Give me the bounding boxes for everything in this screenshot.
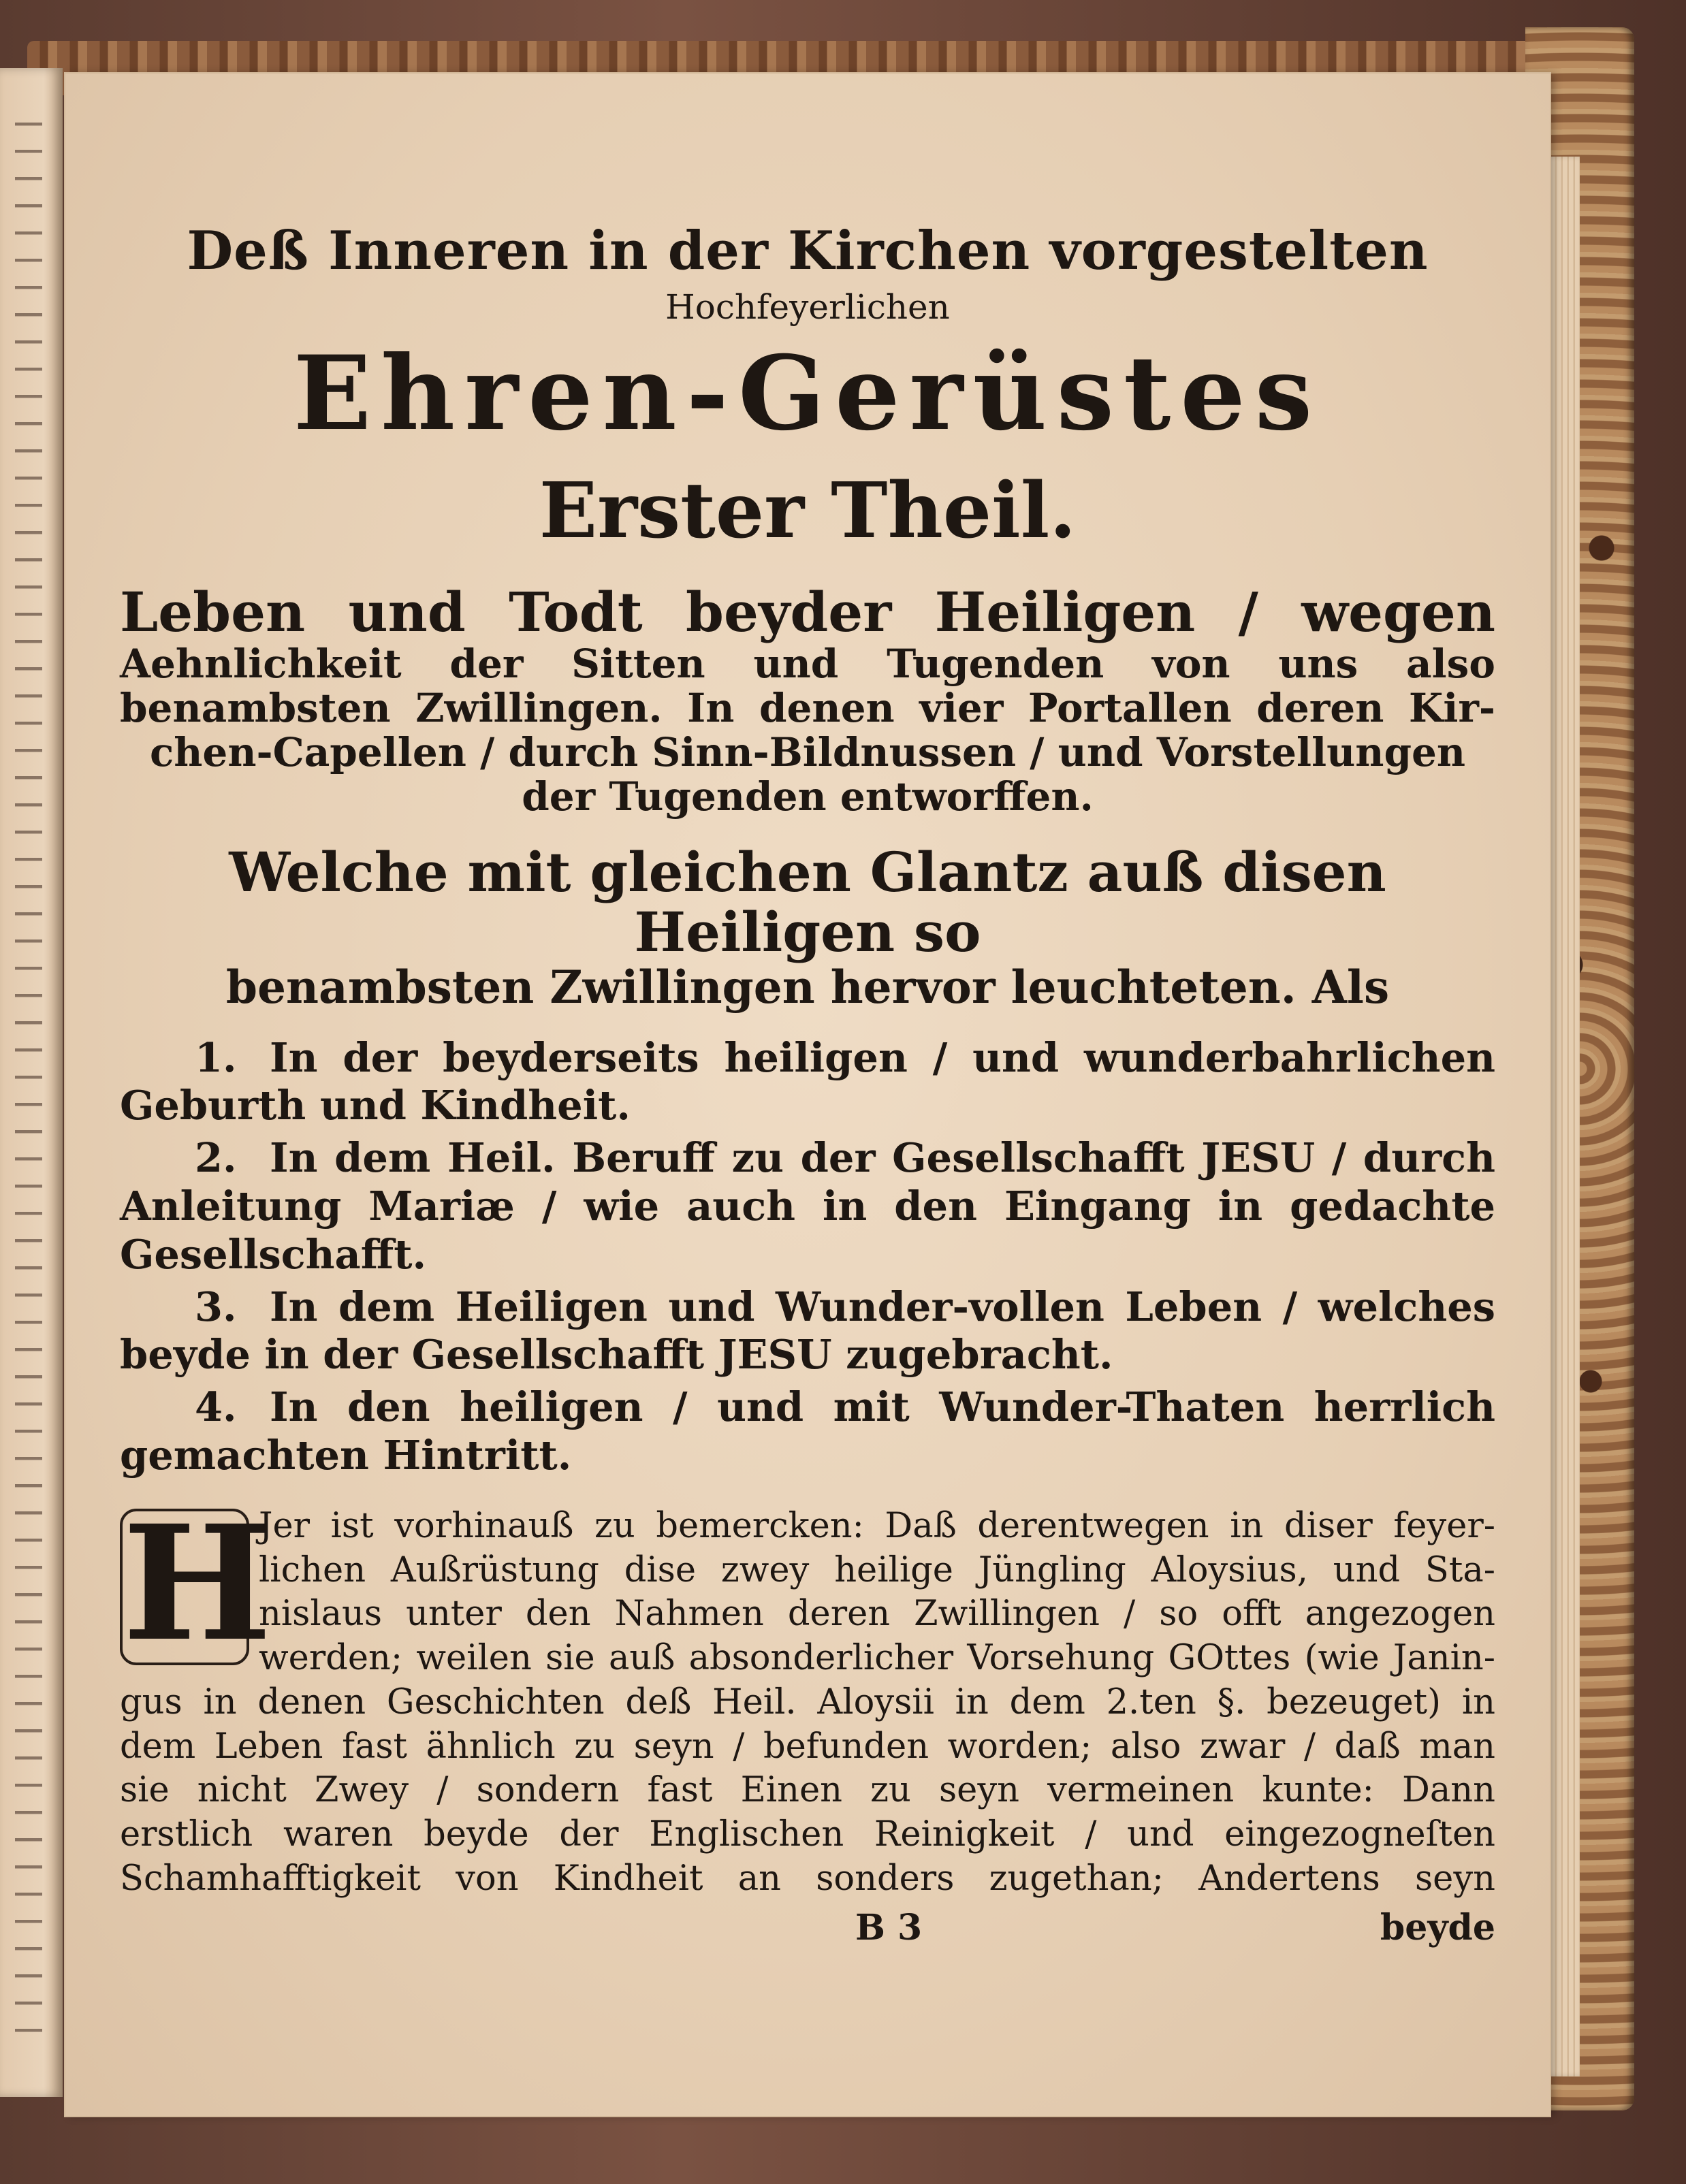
numbered-list xyxy=(120,1034,1495,1480)
body-line: dem Leben fast ähnlich zu seyn / befunden worden; also zwar / daß man xyxy=(120,1726,1495,1767)
left-page-bleedthrough xyxy=(15,123,42,2042)
list-item-text: In dem Heiligen und Wunder-vollen Leben / welches beyde in der Gesellschafft JESU zugebracht. xyxy=(120,1283,1495,1379)
body-line: werden; weilen sie auß absonderlicher Vorsehung GOttes (wie Janin- xyxy=(259,1638,1495,1679)
book-page xyxy=(65,74,1550,2116)
body-line: lichen Außrüstung dise zwey heilige Jüngling Aloysius, und Sta- xyxy=(259,1549,1495,1590)
catchword: beyde xyxy=(1380,1906,1495,1948)
body-line: Jer ist vorhinauß zu bemercken: Daß derentwegen in diser feyer- xyxy=(259,1505,1495,1546)
intro-lead: Leben und Todt beyder Heiligen / wegen xyxy=(120,579,1495,644)
intro-line: der Tugenden entworffen. xyxy=(522,773,1094,820)
intro-line: chen-Capellen / durch Sinn-Bildnussen / und Vorstellungen xyxy=(149,728,1466,775)
page-footer xyxy=(120,1907,1495,1955)
page-content xyxy=(120,142,1495,1955)
signature-mark: B 3 xyxy=(855,1906,923,1948)
list-item-text: In dem Heil. Beruff zu der Gesellschafft JESU / durch Anleitung Mariæ / wie auch in den Eingang in gedachte Gesellschafft. xyxy=(120,1134,1495,1278)
body-line: gus in denen Geschichten deß Heil. Aloysii in dem 2.ten §. bezeuget) in xyxy=(120,1682,1495,1722)
intro-line: Aehnlichkeit der Sitten und Tugenden von uns also xyxy=(120,640,1495,687)
list-item xyxy=(120,1283,1495,1380)
body-line: erstlich waren beyde der Englischen Reinigkeit / und eingezogneſten xyxy=(120,1814,1495,1855)
list-item xyxy=(120,1134,1495,1279)
intro-line: benambsten Zwillingen. In denen vier Portallen deren Kir- xyxy=(120,684,1495,731)
title-line-2: Hochfeyerlichen xyxy=(665,287,950,327)
title-line-1: Deß Inneren in der Kirchen vorgestelten xyxy=(187,220,1429,282)
title-line-4: Erster Theil. xyxy=(539,466,1077,556)
body-line: nislaus unter den Nahmen deren Zwillingen / so offt angezogen xyxy=(259,1594,1495,1635)
list-item-number: 2. xyxy=(195,1134,237,1182)
list-item-number: 1. xyxy=(195,1033,237,1081)
title-line-3: Ehren-Gerüstes xyxy=(293,333,1322,453)
body-line: sie nicht Zwey / sondern fast Einen zu seyn vermeinen kunte: Dann xyxy=(120,1770,1495,1811)
list-item-number: 4. xyxy=(195,1383,237,1431)
section-title: Welche mit gleichen Glantz auß disen Heiligen so xyxy=(229,839,1386,964)
left-page-edge xyxy=(0,68,63,2097)
list-item-text: In der beyderseits heiligen / und wunderbahrlichen Geburth und Kindheit. xyxy=(120,1033,1495,1129)
list-item xyxy=(120,1034,1495,1131)
section-subtitle: benambsten Zwillingen hervor leuchteten. Als xyxy=(225,960,1390,1014)
list-item xyxy=(120,1383,1495,1480)
list-item-number: 3. xyxy=(195,1283,237,1330)
list-item-text: In den heiligen / und mit Wunder-Thaten herrlich gemachten Hintritt. xyxy=(120,1383,1495,1479)
body-paragraph xyxy=(120,1490,1495,1901)
intro-block xyxy=(120,642,1495,819)
drop-cap: H xyxy=(120,1509,249,1665)
body-line: Schamhafftigkeit von Kindheit an sonders zugethan; Andertens seyn xyxy=(120,1858,1495,1899)
